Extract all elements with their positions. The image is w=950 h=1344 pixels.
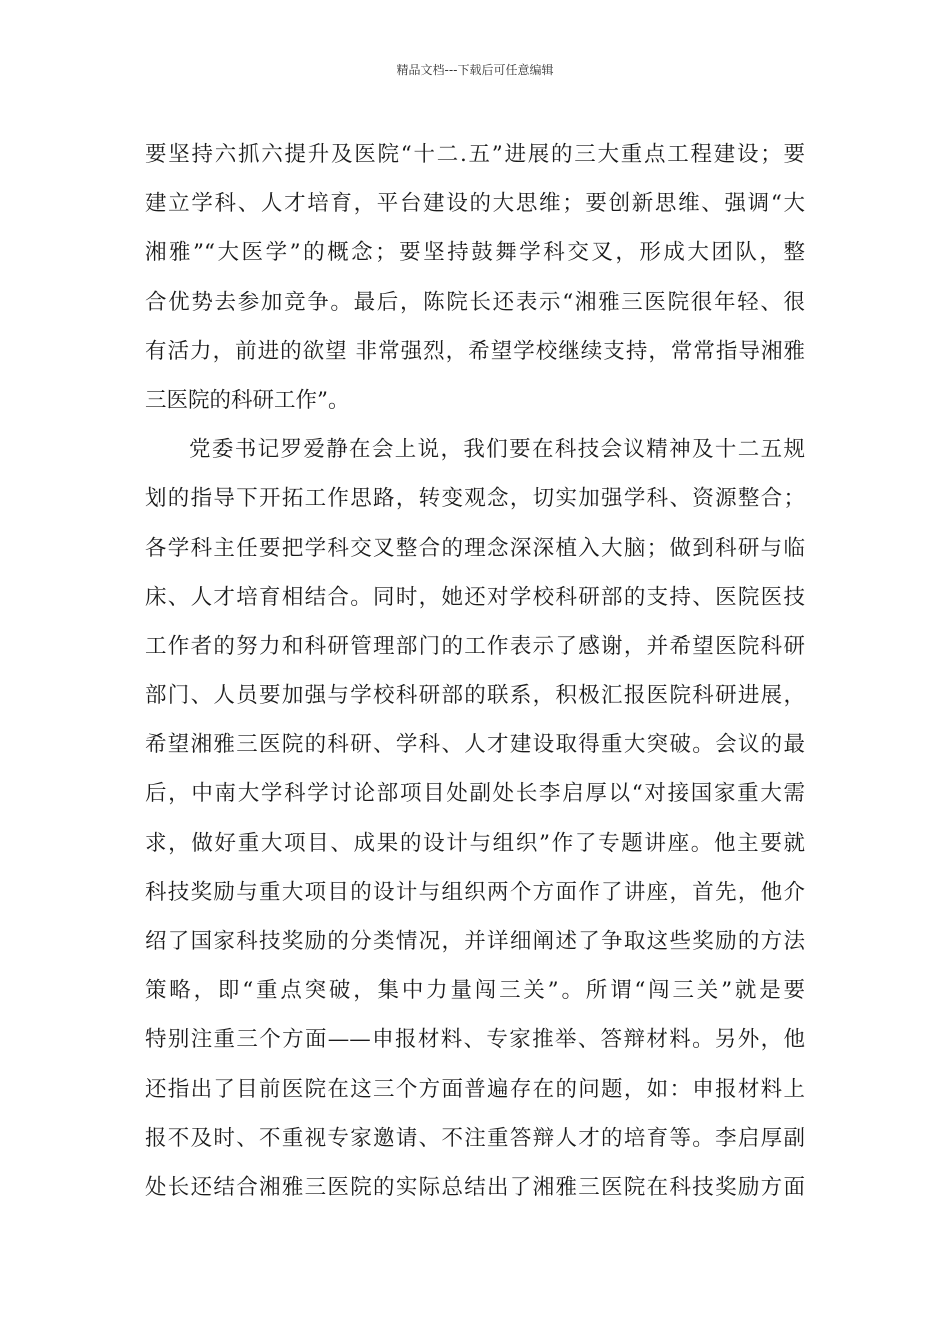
text-line: 工作者的努力和科研管理部门的工作表示了感谢，并希望医院科研 (145, 633, 805, 659)
text-line: 求，做好重大项目、成果的设计与组织”作了专题讲座。他主要就 (145, 830, 805, 856)
text-line: 有活力，前进的欲望 非常强烈，希望学校继续支持，常常指导湘雅 (145, 338, 805, 364)
text-line: 后，中南大学科学讨论部项目处副处长李启厚以“对接国家重大需 (145, 781, 805, 807)
text-line: 各学科主任要把学科交叉整合的理念深深植入大脑；做到科研与临 (145, 535, 805, 561)
paragraph-1 (145, 130, 805, 425)
text-line: 处长还结合湘雅三医院的实际总结出了湘雅三医院在科技奖励方面 (145, 1174, 805, 1200)
text-line: 三医院的科研工作”。 (145, 387, 350, 413)
running-header: 精品文档---下载后可任意编辑 (396, 63, 554, 77)
text-line: 报不及时、不重视专家邀请、不注重答辩人才的培育等。李启厚副 (145, 1125, 805, 1151)
body-text (145, 130, 805, 1212)
text-line: 绍了国家科技奖励的分类情况，并详细阐述了争取这些奖励的方法 (145, 929, 805, 954)
text-line: 部门、人员要加强与学校科研部的联系，积极汇报医院科研进展， (145, 683, 805, 709)
text-line: 建立学科、人才培育，平台建设的大思维；要创新思维、强调“大 (145, 191, 805, 217)
text-line: 党委书记罗爱静在会上说，我们要在科技会议精神及十二五规 (189, 437, 805, 463)
text-line: 特别注重三个方面——申报材料、专家推举、答辩材料。另外，他 (145, 1027, 805, 1053)
text-line: 湘雅”“大医学”的概念；要坚持鼓舞学科交叉，形成大团队，整 (145, 240, 805, 266)
text-line: 合优势去参加竞争。最后，陈院长还表示“湘雅三医院很年轻、很 (145, 289, 805, 315)
text-line: 划的指导下开拓工作思路，转变观念，切实加强学科、资源整合； (145, 486, 805, 512)
text-line: 还指出了目前医院在这三个方面普遍存在的问题，如：申报材料上 (145, 1076, 805, 1102)
paragraph-2 (145, 425, 805, 1212)
text-line: 科技奖励与重大项目的设计与组织两个方面作了讲座，首先，他介 (145, 879, 805, 905)
text-line: 床、人才培育相结合。同时，她还对学校科研部的支持、医院医技 (145, 584, 805, 610)
text-line: 策略，即“重点突破，集中力量闯三关”。所谓“闯三关”就是要 (145, 978, 805, 1004)
text-line: 要坚持六抓六提升及医院“十二.五”进展的三大重点工程建设；要 (145, 142, 805, 167)
text-line: 希望湘雅三医院的科研、学科、人才建设取得重大突破。会议的最 (145, 732, 805, 758)
